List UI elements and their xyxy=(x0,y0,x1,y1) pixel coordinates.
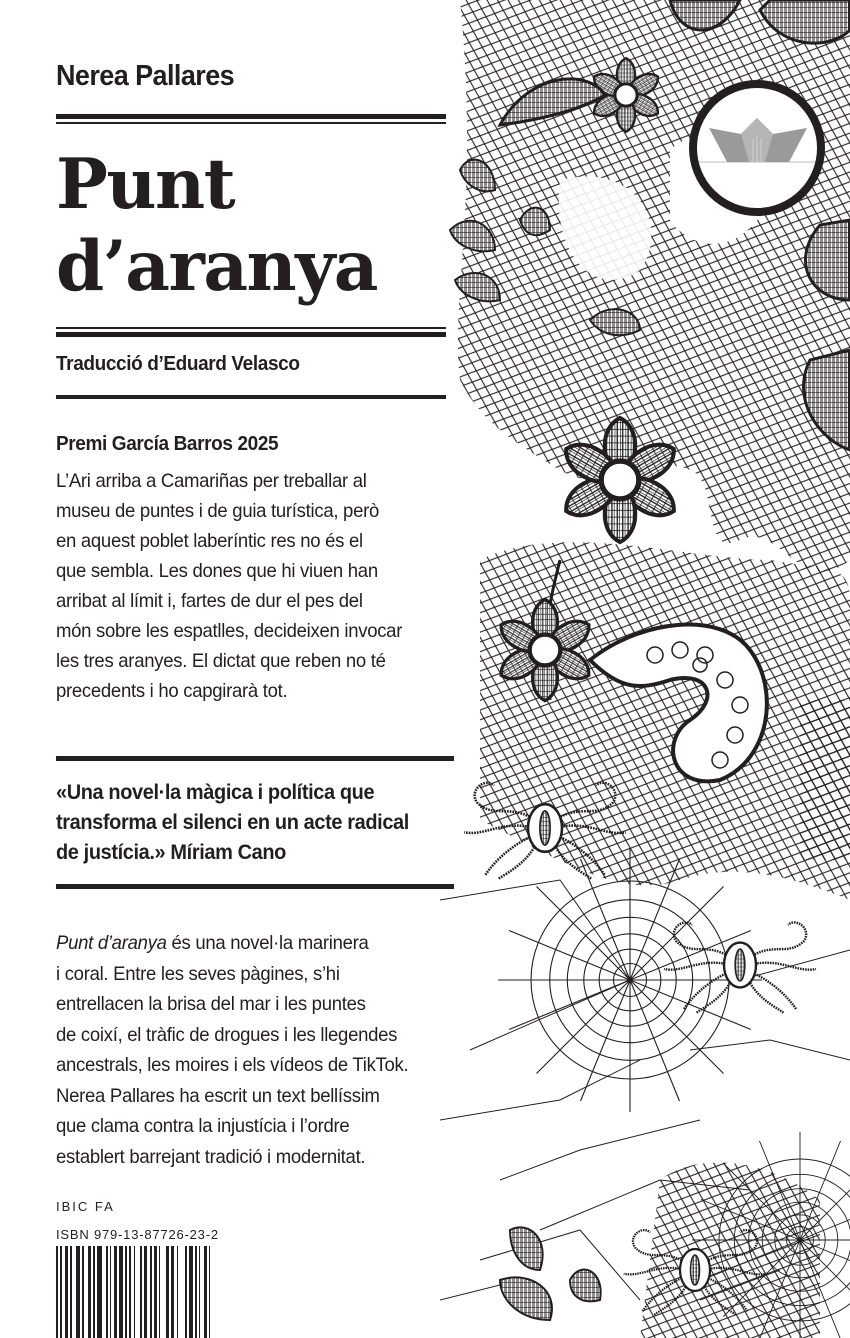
quote-line: transforma el silenci en un acte radical xyxy=(56,811,409,834)
rule-divider xyxy=(56,395,446,399)
translator-credit: Traducció d’Eduard Velasco xyxy=(56,353,300,375)
rule-thick xyxy=(56,332,446,337)
synopsis-line: L’Ari arriba a Camariñas per treballar al xyxy=(56,470,367,492)
rule-thick xyxy=(56,114,446,119)
title-italic: Punt d’aranya xyxy=(56,932,167,954)
press-quote xyxy=(56,778,456,868)
description-line: que clama contra la injustícia i l’ordre xyxy=(56,1115,350,1137)
rule-thin xyxy=(56,327,446,329)
synopsis-line: en aquest poblet laberíntic res no és el xyxy=(56,530,363,552)
synopsis-line: arribat al límit i, fartes de dur el pes del xyxy=(56,590,363,612)
description-line: ancestrals, les moires i els vídeos de TikTok. xyxy=(56,1054,409,1076)
book-title-line-1: Punt xyxy=(56,144,235,225)
synopsis-line: les tres aranyes. El dictat que reben no té xyxy=(56,650,386,672)
paper-boat-icon xyxy=(697,88,817,208)
description-line: establert barrejant tradició i modernitat. xyxy=(56,1145,366,1168)
isbn-number: ISBN 979-13-87726-23-2 xyxy=(56,1227,219,1242)
description-line: entrellacen la brisa del mar i les puntes xyxy=(56,993,366,1015)
award-label: Premi García Barros 2025 xyxy=(56,433,279,455)
synopsis-line: precedents i ho capgirarà tot. xyxy=(56,680,288,702)
synopsis-line: món sobre les espatlles, decideixen invocar xyxy=(56,620,403,642)
ibic-code: IBIC FA xyxy=(56,1199,115,1214)
rule-divider xyxy=(56,756,454,761)
quote-line: de justícia.» Míriam Cano xyxy=(56,841,286,864)
rule-divider xyxy=(56,884,454,889)
author-name: Nerea Pallares xyxy=(56,60,235,92)
synopsis-line: museu de puntes i de guia turística, però xyxy=(56,500,379,522)
description-line: Nerea Pallares ha escrit un text bellíssim xyxy=(56,1084,380,1107)
rule-thin xyxy=(56,122,446,124)
synopsis-line: que sembla. Les dones que hi viuen han xyxy=(56,560,378,582)
book-description xyxy=(56,928,456,1172)
book-title-line-2: d’aranya xyxy=(56,226,378,307)
description-text: és una novel·la marinera xyxy=(166,932,369,954)
synopsis xyxy=(56,466,456,706)
publisher-logo xyxy=(689,80,825,216)
barcode xyxy=(56,1246,226,1338)
description-line: i coral. Entre les seves pàgines, s’hi xyxy=(56,962,340,985)
description-line xyxy=(56,928,436,959)
description-line: de coixí, el tràfic de drogues i les llegendes xyxy=(56,1023,398,1046)
quote-line: «Una novel·la màgica i política que xyxy=(56,781,375,804)
